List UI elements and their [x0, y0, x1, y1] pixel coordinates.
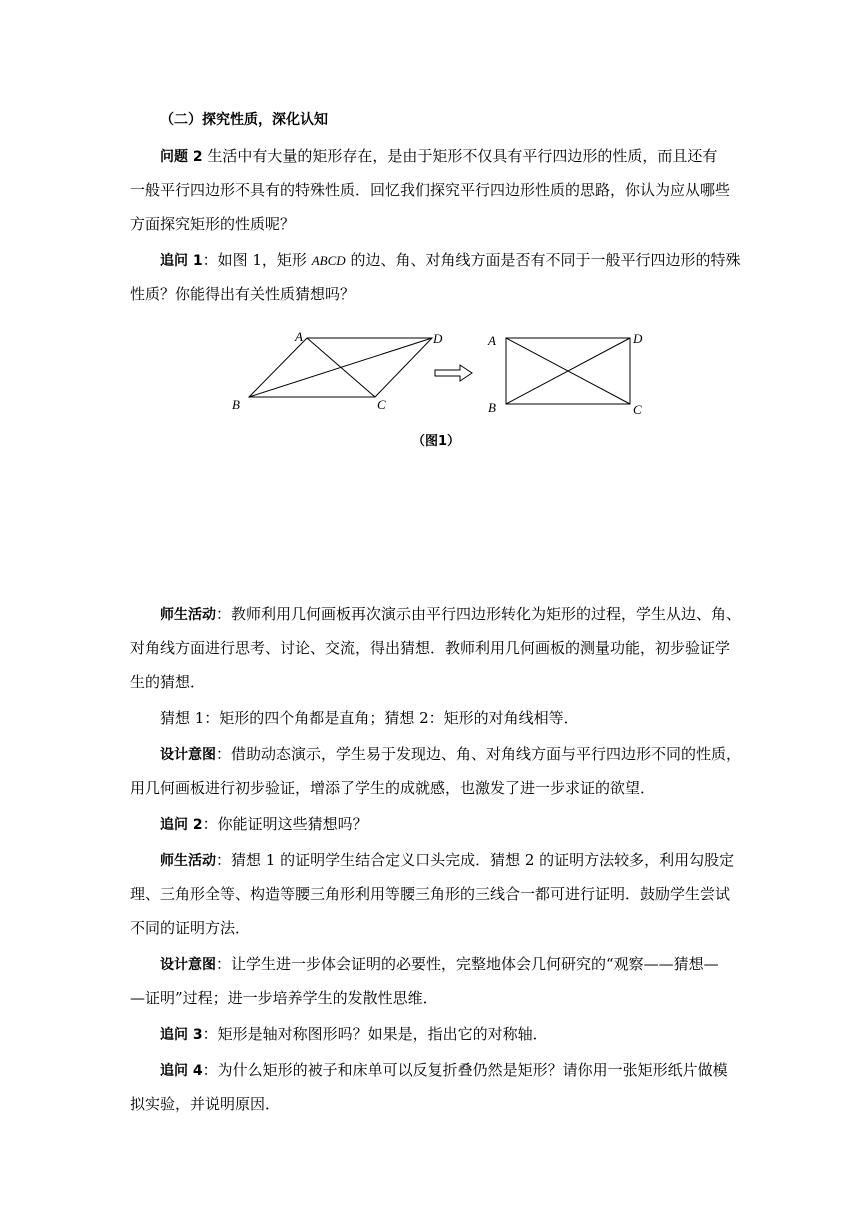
- conjecture-line: 猜想 1：矩形的四个角都是直角；猜想 2：矩形的对角线相等．: [160, 709, 579, 727]
- section-heading: （二）探究性质，深化认知: [160, 112, 328, 128]
- question-2-line-3: 方面探究矩形的性质呢？: [130, 215, 296, 233]
- rectangle-label-a: A: [488, 333, 496, 348]
- figure-1: [222, 324, 652, 424]
- activity-2-text-1: ：猜想 1 的证明学生结合定义口头完成．猜想 2 的证明方法较多，利用勾股定: [216, 851, 735, 869]
- followup-4-line-2: 拟实验，并说明原因．: [130, 1095, 281, 1113]
- activity-1-line-3: 生的猜想．: [130, 673, 206, 691]
- followup-3-label: 追问 3: [160, 1027, 203, 1043]
- activity-2-line-1: [160, 850, 734, 871]
- design-intent-1-line-1: [160, 744, 741, 765]
- activity-2-line-3: 不同的证明方法．: [130, 919, 251, 937]
- followup-2-line: [160, 814, 368, 835]
- rectangle-label-c: C: [633, 402, 642, 417]
- followup-2-text: ：你能证明这些猜想吗？: [202, 815, 368, 833]
- activity-1-text-1: ：教师利用几何画板再次演示由平行四边形转化为矩形的过程，学生从边、角、: [216, 605, 742, 623]
- design-intent-1-label: 设计意图: [160, 747, 216, 763]
- followup-2-label: 追问 2: [160, 817, 203, 833]
- activity-2-line-2: 理、三角形全等、构造等腰三角形利用等腰三角形的三线合一都可进行证明．鼓励学生尝试: [130, 885, 731, 903]
- followup-4-line-1: [160, 1060, 728, 1081]
- followup-1-line-2: 性质？你能得出有关性质猜想吗？: [130, 285, 356, 303]
- design-intent-2-line-1: [160, 954, 719, 975]
- followup-4-label: 追问 4: [160, 1063, 203, 1079]
- parallelogram-diagonal-bd: [249, 338, 432, 397]
- followup-1-pre: ：如图 1，矩形: [202, 251, 312, 269]
- followup-1-line-1: [160, 250, 740, 271]
- design-intent-2-line-2: —证明”过程；进一步培养学生的发散性思维．: [130, 989, 438, 1007]
- followup-1-post: 的边、角、对角线方面是否有不同于一般平行四边形的特殊: [345, 251, 741, 269]
- followup-3-text: ：矩形是轴对称图形吗？如果是，指出它的对称轴．: [202, 1025, 548, 1043]
- activity-2-label: 师生活动: [160, 853, 216, 869]
- activity-1-line-2: 对角线方面进行思考、讨论、交流，得出猜想．教师利用几何画板的测量功能，初步验证学: [130, 639, 731, 657]
- design-intent-2-text-1: ：让学生进一步体会证明的必要性，完整地体会几何研究的“观察——猜想—: [216, 955, 719, 973]
- design-intent-2-label: 设计意图: [160, 957, 216, 973]
- activity-1-label: 师生活动: [160, 607, 216, 623]
- question-2-text-1: 生活中有大量的矩形存在，是由于矩形不仅具有平行四边形的性质，而且还有: [202, 147, 718, 165]
- design-intent-1-text-1: ：借助动态演示，学生易于发现边、角、对角线方面与平行四边形不同的性质，: [216, 745, 742, 763]
- followup-3-line: [160, 1024, 548, 1045]
- question-2-line-1: [160, 146, 717, 167]
- activity-1-line-1: [160, 604, 741, 625]
- rectangle-label-b: B: [488, 400, 496, 415]
- followup-1-abcd: ABCD: [311, 253, 346, 268]
- parallelogram-label-c: C: [377, 397, 386, 412]
- parallelogram-label-b: B: [232, 397, 240, 412]
- parallelogram-label-d: D: [433, 331, 443, 346]
- followup-1-label: 追问 1: [160, 253, 203, 269]
- design-intent-1-line-2: 用几何画板进行初步验证，增添了学生的成就感，也激发了进一步求证的欲望．: [130, 779, 656, 797]
- rectangle-label-d: D: [633, 331, 643, 346]
- transform-arrow-icon: [435, 365, 472, 381]
- question-2-label: 问题 2: [160, 149, 203, 165]
- followup-4-text-1: ：为什么矩形的被子和床单可以反复折叠仍然是矩形？请你用一张矩形纸片做模: [202, 1061, 728, 1079]
- question-2-line-2: 一般平行四边形不具有的特殊性质．回忆我们探究平行四边形性质的思路，你认为应从哪些: [130, 181, 731, 199]
- figure-caption: （图1）: [412, 434, 461, 449]
- parallelogram-label-a: A: [295, 329, 303, 344]
